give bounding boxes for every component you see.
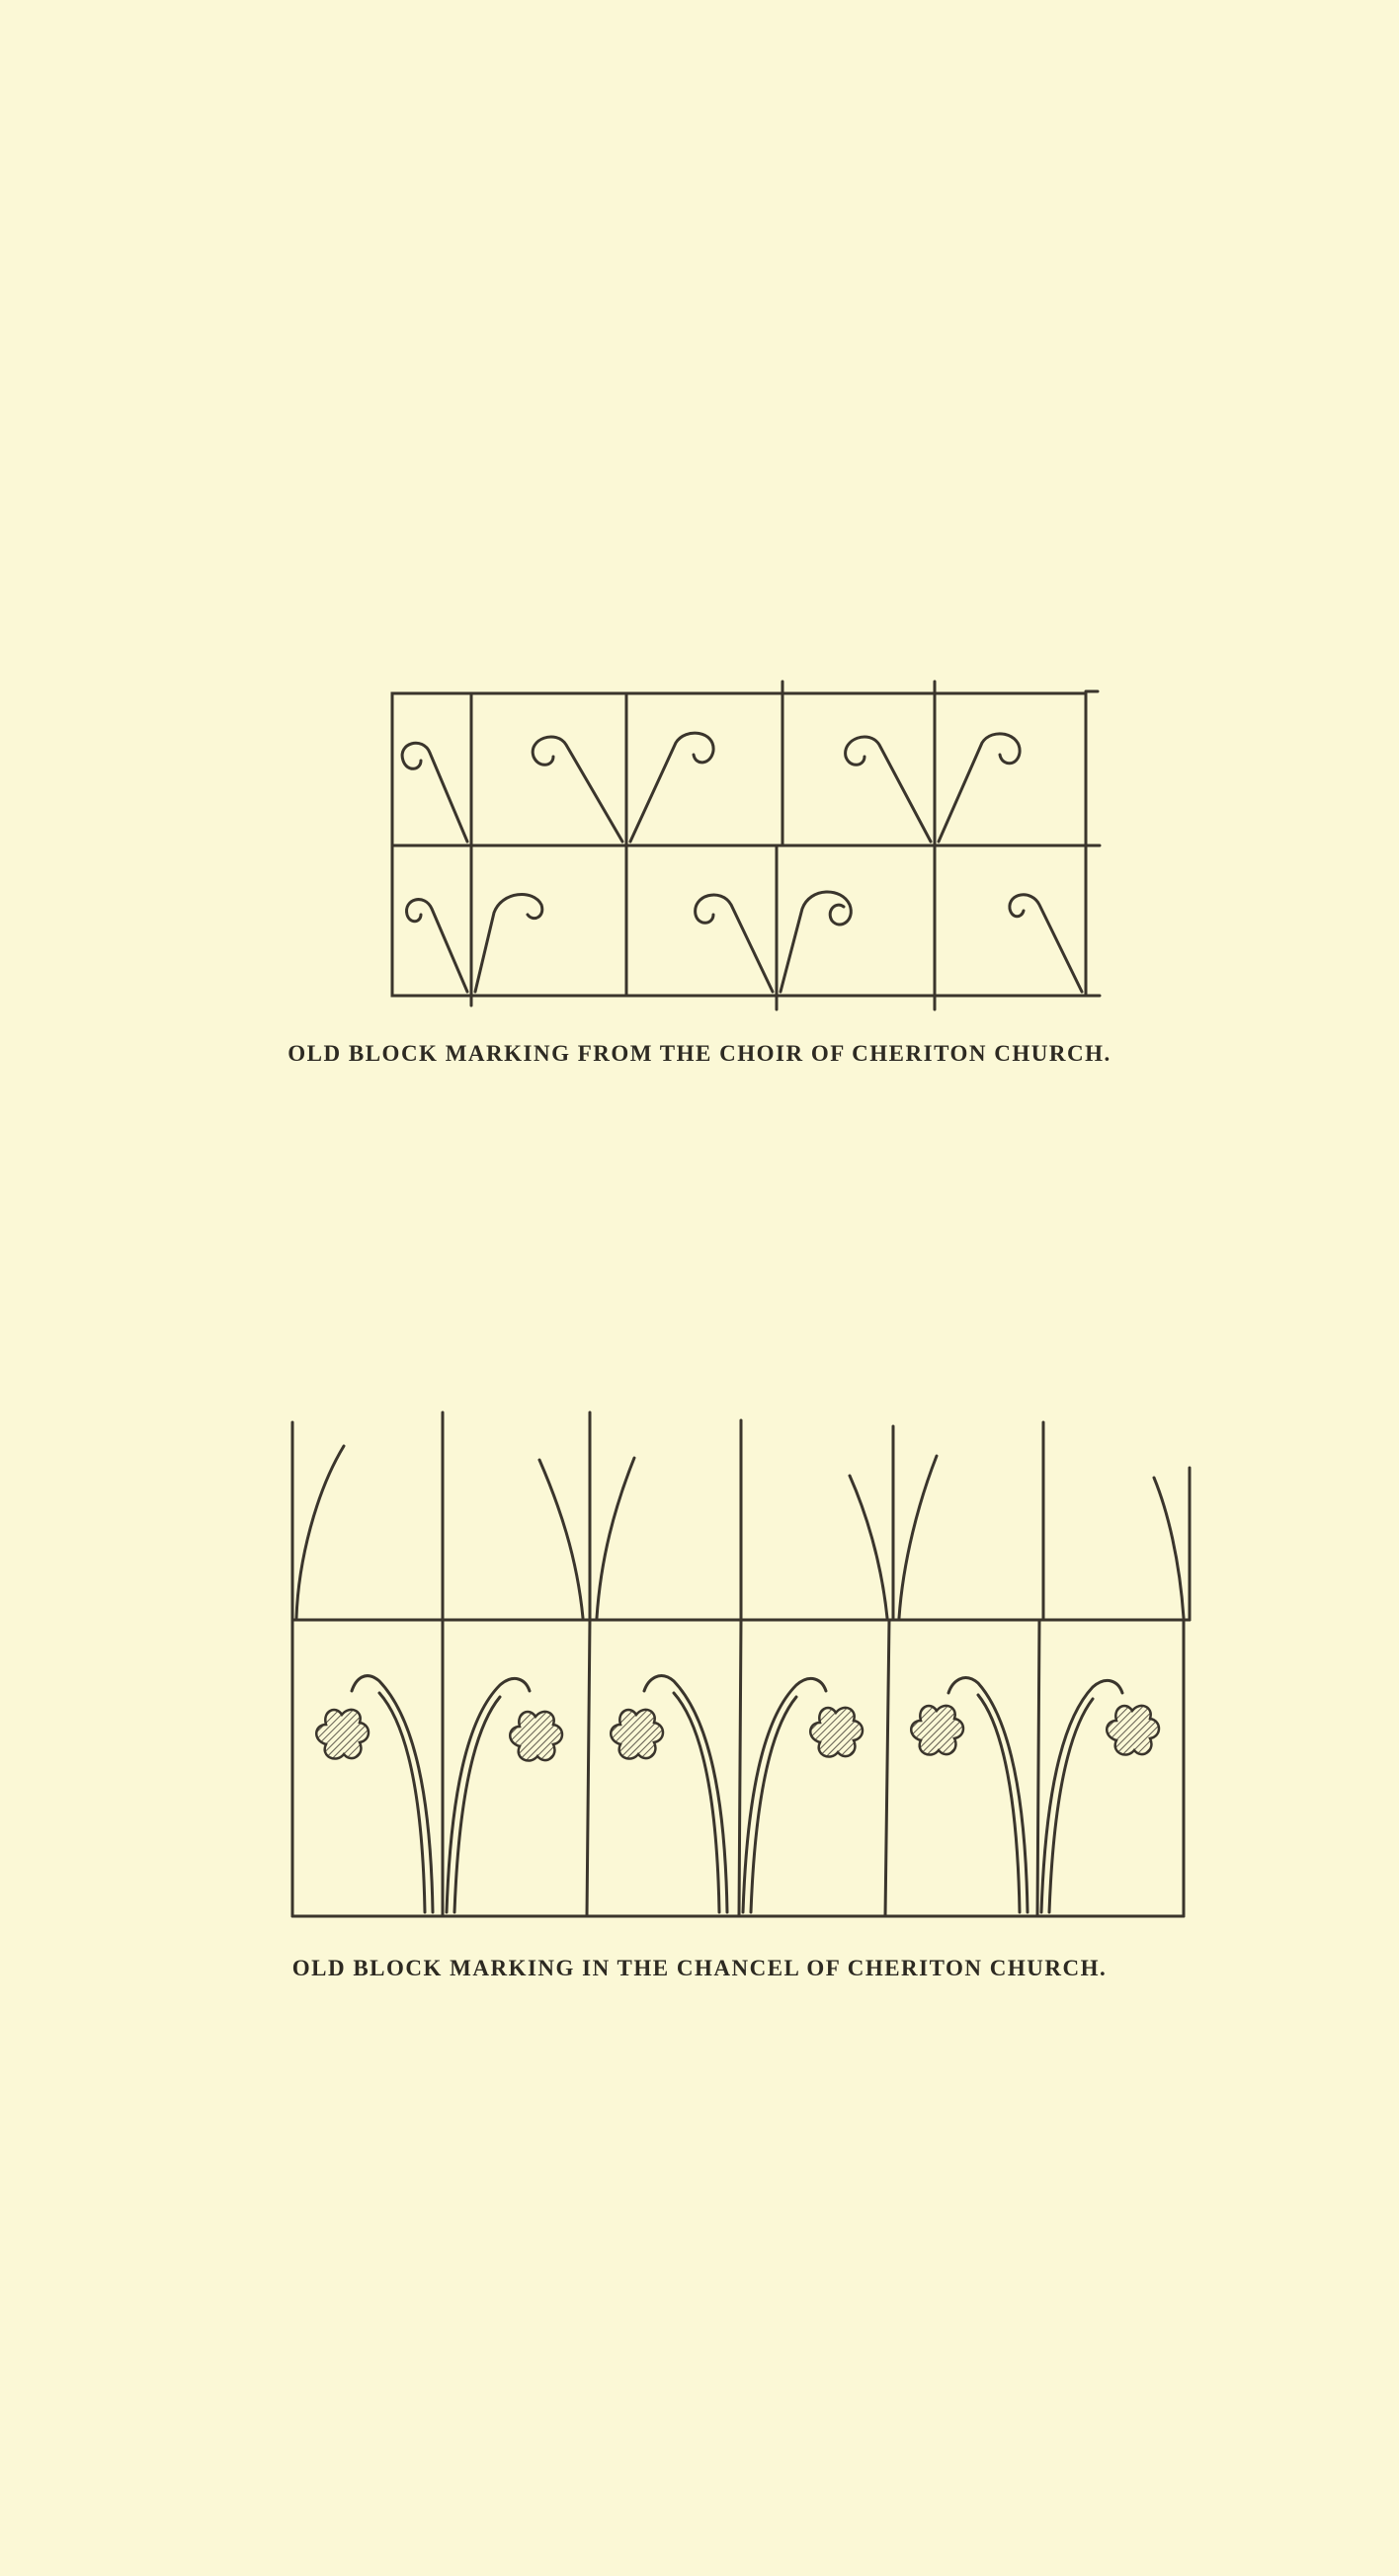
top-figure-caption: OLD BLOCK MARKING FROM THE CHOIR OF CHERITON CHURCH. — [288, 1041, 1111, 1066]
bottom-figure-caption: OLD BLOCK MARKING IN THE CHANCEL OF CHERITON CHURCH. — [291, 1956, 1108, 1980]
choir-block-marking-figure — [392, 682, 1100, 1009]
chancel-block-marking-figure — [292, 1412, 1190, 1916]
